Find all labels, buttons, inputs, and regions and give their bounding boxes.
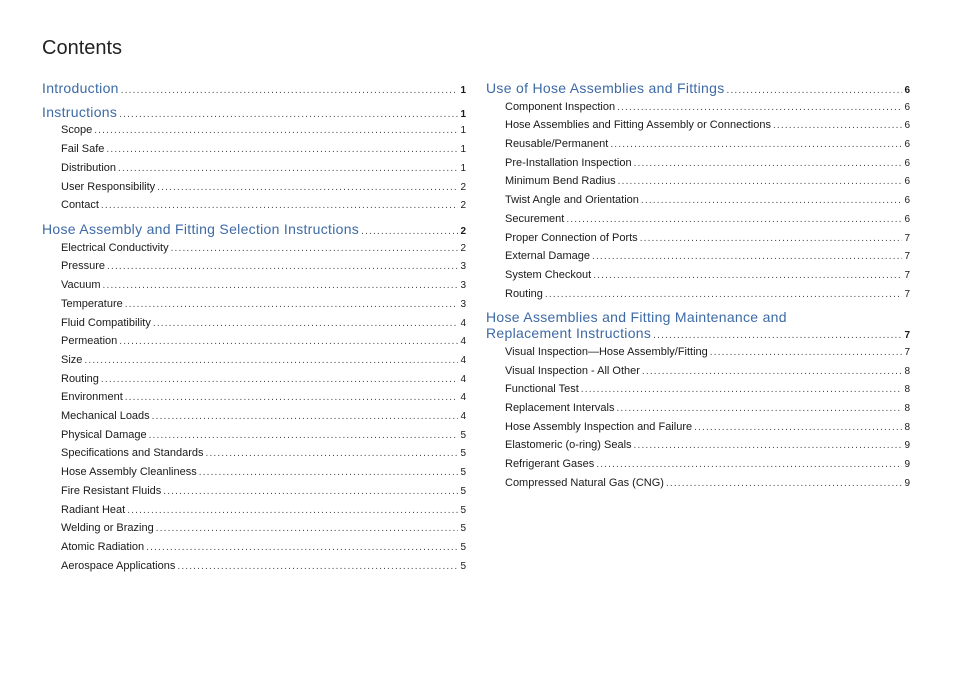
- toc-entry[interactable]: [486, 346, 910, 358]
- toc-page-number: 5: [460, 467, 466, 478]
- toc-entry-label: Welding or Brazing: [61, 522, 154, 534]
- toc-page-number: 6: [904, 214, 910, 225]
- toc-page-number: 4: [460, 355, 466, 366]
- toc-entry-label: Elastomeric (o-ring) Seals: [505, 439, 632, 451]
- toc-page-number: 6: [904, 120, 910, 131]
- toc-section-entry[interactable]: [42, 80, 466, 96]
- toc-leader-dots: [653, 330, 902, 341]
- toc-entry-label: Aerospace Applications: [61, 560, 176, 572]
- toc-leader-dots: [119, 109, 458, 120]
- toc-entry[interactable]: [42, 143, 466, 155]
- toc-page-number: 6: [904, 102, 910, 113]
- toc-leader-dots: [634, 158, 903, 169]
- toc-entry[interactable]: [486, 383, 910, 395]
- toc-leader-dots: [177, 561, 458, 572]
- toc-entry[interactable]: [42, 485, 466, 497]
- toc-leader-dots: [634, 440, 903, 451]
- toc-entry-label: Mechanical Loads: [61, 410, 150, 422]
- toc-leader-dots: [199, 467, 459, 478]
- toc-leader-dots: [94, 125, 458, 136]
- toc-section-label: Use of Hose Assemblies and Fittings: [486, 80, 725, 96]
- toc-page-number: 6: [904, 158, 910, 169]
- toc-entry-label: Contact: [61, 199, 99, 211]
- toc-leader-dots: [616, 403, 902, 414]
- toc-leader-dots: [593, 270, 902, 281]
- toc-entry[interactable]: [486, 421, 910, 433]
- toc-entry[interactable]: [486, 250, 910, 262]
- toc-entry-label: Securement: [505, 213, 565, 225]
- toc-page-number: 1: [460, 109, 466, 120]
- toc-entry[interactable]: [42, 522, 466, 534]
- toc-entry[interactable]: [486, 288, 910, 300]
- toc-entry[interactable]: [42, 181, 466, 193]
- toc-leader-dots: [163, 486, 458, 497]
- toc-leader-dots: [152, 411, 459, 422]
- toc-page-number: 3: [460, 280, 466, 291]
- toc-leader-dots: [618, 176, 903, 187]
- toc-leader-dots: [121, 85, 459, 96]
- toc-page-number: 6: [904, 176, 910, 187]
- toc-page-number: 7: [904, 251, 910, 262]
- toc-entry-label: Pressure: [61, 260, 106, 272]
- toc-leader-dots: [156, 523, 459, 534]
- toc-page-number: 4: [460, 392, 466, 403]
- toc-entry-label: Specifications and Standards: [61, 447, 204, 459]
- toc-page-number: 9: [904, 440, 910, 451]
- toc-leader-dots: [106, 144, 458, 155]
- toc-entry-label: Temperature: [61, 298, 123, 310]
- toc-entry-label: External Damage: [505, 250, 590, 262]
- toc-page-number: 5: [460, 486, 466, 497]
- toc-leader-dots: [101, 200, 459, 211]
- toc-leader-dots: [146, 542, 458, 553]
- toc-leader-dots: [171, 243, 459, 254]
- toc-entry-label: Fail Safe: [61, 143, 105, 155]
- toc-entry-label: Vacuum: [61, 279, 101, 291]
- toc-entry[interactable]: [486, 157, 910, 169]
- toc-leader-dots: [694, 422, 902, 433]
- toc-leader-dots: [640, 233, 903, 244]
- toc-page-number: 3: [460, 299, 466, 310]
- toc-entry-label: Proper Connection of Ports: [505, 232, 638, 244]
- toc-section-label: Hose Assembly and Fitting Selection Instructions: [42, 221, 360, 237]
- toc-entry-label: User Responsibility: [61, 181, 156, 193]
- toc-leader-dots: [545, 289, 903, 300]
- toc-entry-label: Physical Damage: [61, 429, 147, 441]
- toc-entry-label: Hose Assembly Inspection and Failure: [505, 421, 693, 433]
- toc-entry[interactable]: [42, 466, 466, 478]
- toc-entry-label: Fluid Compatibility: [61, 317, 151, 329]
- toc-page-number: 8: [904, 366, 910, 377]
- toc-leader-dots: [596, 459, 902, 470]
- toc-section-label: Instructions: [42, 104, 118, 120]
- toc-page-number: 1: [460, 125, 466, 136]
- toc-entry[interactable]: [42, 429, 466, 441]
- toc-entry-label: Electrical Conductivity: [61, 242, 169, 254]
- toc-section-entry[interactable]: [486, 80, 910, 96]
- toc-entry[interactable]: [486, 402, 910, 414]
- toc-leader-dots: [125, 392, 459, 403]
- toc-section-entry[interactable]: [486, 309, 910, 341]
- toc-page-number: 5: [460, 542, 466, 553]
- toc-page-number: 4: [460, 374, 466, 385]
- toc-page-number: 2: [460, 200, 466, 211]
- toc-entry[interactable]: [42, 260, 466, 272]
- toc-entry[interactable]: [42, 124, 466, 136]
- toc-entry[interactable]: [486, 269, 910, 281]
- toc-entry-label: Routing: [505, 288, 543, 300]
- toc-entry-label: Refrigerant Gases: [505, 458, 595, 470]
- toc-entry-label: Environment: [61, 391, 123, 403]
- toc-page-number: 5: [460, 505, 466, 516]
- toc-leader-dots: [581, 384, 903, 395]
- toc-entry[interactable]: [42, 447, 466, 459]
- toc-entry[interactable]: [42, 242, 466, 254]
- toc-page-number: 8: [904, 403, 910, 414]
- toc-entry[interactable]: [486, 365, 910, 377]
- toc-page-number: 4: [460, 336, 466, 347]
- toc-leader-dots: [149, 430, 459, 441]
- toc-leader-dots: [610, 139, 902, 150]
- toc-entry[interactable]: [42, 410, 466, 422]
- toc-section-entry[interactable]: [42, 104, 466, 120]
- toc-entry-label: Component Inspection: [505, 101, 616, 113]
- toc-entry[interactable]: [42, 541, 466, 553]
- toc-entry-label: Visual Inspection - All Other: [505, 365, 640, 377]
- toc-leader-dots: [641, 195, 903, 206]
- toc-entry-label: Distribution: [61, 162, 117, 174]
- toc-page-number: 7: [904, 270, 910, 281]
- toc-page-number: 4: [460, 411, 466, 422]
- toc-leader-dots: [666, 478, 903, 489]
- toc-entry-label: Compressed Natural Gas (CNG): [505, 477, 664, 489]
- toc-section-label: Introduction: [42, 80, 119, 96]
- toc-entry-label: Routing: [61, 373, 99, 385]
- toc-entry[interactable]: [42, 335, 466, 347]
- toc-entry-label: Size: [61, 354, 83, 366]
- toc-entry[interactable]: [42, 199, 466, 211]
- toc-leader-dots: [84, 355, 458, 366]
- toc-entry-label: Hose Assemblies and Fitting Assembly or Connections: [505, 119, 771, 131]
- toc-entry[interactable]: [42, 279, 466, 291]
- toc-entry[interactable]: [486, 439, 910, 451]
- toc-entry[interactable]: [42, 354, 466, 366]
- toc-entry[interactable]: [486, 477, 910, 489]
- toc-entry[interactable]: [42, 391, 466, 403]
- toc-leader-dots: [119, 336, 458, 347]
- toc-entry-label: Radiant Heat: [61, 504, 126, 516]
- toc-entry-label: Twist Angle and Orientation: [505, 194, 639, 206]
- toc-section-label: Replacement Instructions: [486, 325, 652, 341]
- toc-page-number: 5: [460, 523, 466, 534]
- toc-page-number: 9: [904, 459, 910, 470]
- toc-entry-label: Atomic Radiation: [61, 541, 145, 553]
- toc-section-label-line1: Hose Assemblies and Fitting Maintenance and: [486, 309, 787, 325]
- toc-entry[interactable]: [486, 194, 910, 206]
- toc-leader-dots: [153, 318, 459, 329]
- toc-page-number: 1: [460, 85, 466, 96]
- toc-entry[interactable]: [42, 298, 466, 310]
- toc-leader-dots: [157, 182, 458, 193]
- toc-entry-label: Visual Inspection—Hose Assembly/Fitting: [505, 346, 708, 358]
- toc-entry[interactable]: [486, 232, 910, 244]
- toc-entry-label: System Checkout: [505, 269, 592, 281]
- toc-page-number: 8: [904, 422, 910, 433]
- toc-entry-label: Permeation: [61, 335, 118, 347]
- toc-leader-dots: [710, 347, 903, 358]
- toc-page-number: 4: [460, 318, 466, 329]
- toc-entry-label: Reusable/Permanent: [505, 138, 609, 150]
- toc-leader-dots: [125, 299, 459, 310]
- toc-page-number: 3: [460, 261, 466, 272]
- toc-page-number: 7: [904, 330, 910, 341]
- toc-entry[interactable]: [42, 373, 466, 385]
- toc-page-number: 7: [904, 233, 910, 244]
- toc-entry[interactable]: [486, 175, 910, 187]
- toc-page-number: 6: [904, 139, 910, 150]
- toc-entry[interactable]: [486, 138, 910, 150]
- toc-page-number: 6: [904, 85, 910, 96]
- toc-page-number: 1: [460, 163, 466, 174]
- toc-page-number: 8: [904, 384, 910, 395]
- toc-entry-label: Fire Resistant Fluids: [61, 485, 162, 497]
- toc-leader-dots: [127, 505, 458, 516]
- toc-entry-label: Scope: [61, 124, 93, 136]
- toc-entry-label: Minimum Bend Radius: [505, 175, 616, 187]
- toc-page-number: 5: [460, 430, 466, 441]
- toc-section-entry[interactable]: [42, 221, 466, 237]
- toc-leader-dots: [118, 163, 458, 174]
- toc-leader-dots: [773, 120, 902, 131]
- toc-page-number: 2: [460, 243, 466, 254]
- toc-entry[interactable]: [486, 213, 910, 225]
- toc-page-number: 1: [460, 144, 466, 155]
- toc-leader-dots: [566, 214, 902, 225]
- toc-entry[interactable]: [42, 162, 466, 174]
- toc-page-number: 6: [904, 195, 910, 206]
- toc-page-number: 2: [460, 182, 466, 193]
- toc-page-number: 9: [904, 478, 910, 489]
- toc-page-number: 5: [460, 561, 466, 572]
- toc-entry[interactable]: [42, 504, 466, 516]
- toc-leader-dots: [361, 226, 458, 237]
- toc-leader-dots: [727, 85, 903, 96]
- toc-entry[interactable]: [486, 119, 910, 131]
- toc-page-number: 7: [904, 347, 910, 358]
- toc-entry-label: Hose Assembly Cleanliness: [61, 466, 197, 478]
- toc-page-number: 5: [460, 448, 466, 459]
- toc-leader-dots: [617, 102, 902, 113]
- toc-entry[interactable]: [486, 458, 910, 470]
- toc-leader-dots: [107, 261, 458, 272]
- page-title: Contents: [42, 37, 123, 59]
- toc-page-number: 7: [904, 289, 910, 300]
- toc-entry-label: Replacement Intervals: [505, 402, 615, 414]
- toc-leader-dots: [592, 251, 902, 262]
- toc-entry-label: Pre-Installation Inspection: [505, 157, 632, 169]
- toc-leader-dots: [101, 374, 459, 385]
- toc-leader-dots: [205, 448, 458, 459]
- toc-entry[interactable]: [42, 317, 466, 329]
- toc-entry-label: Functional Test: [505, 383, 579, 395]
- toc-leader-dots: [642, 366, 903, 377]
- toc-entry[interactable]: [42, 560, 466, 572]
- toc-section-line2: [486, 325, 910, 341]
- toc-entry[interactable]: [486, 101, 910, 113]
- toc-leader-dots: [103, 280, 459, 291]
- toc-page-number: 2: [460, 226, 466, 237]
